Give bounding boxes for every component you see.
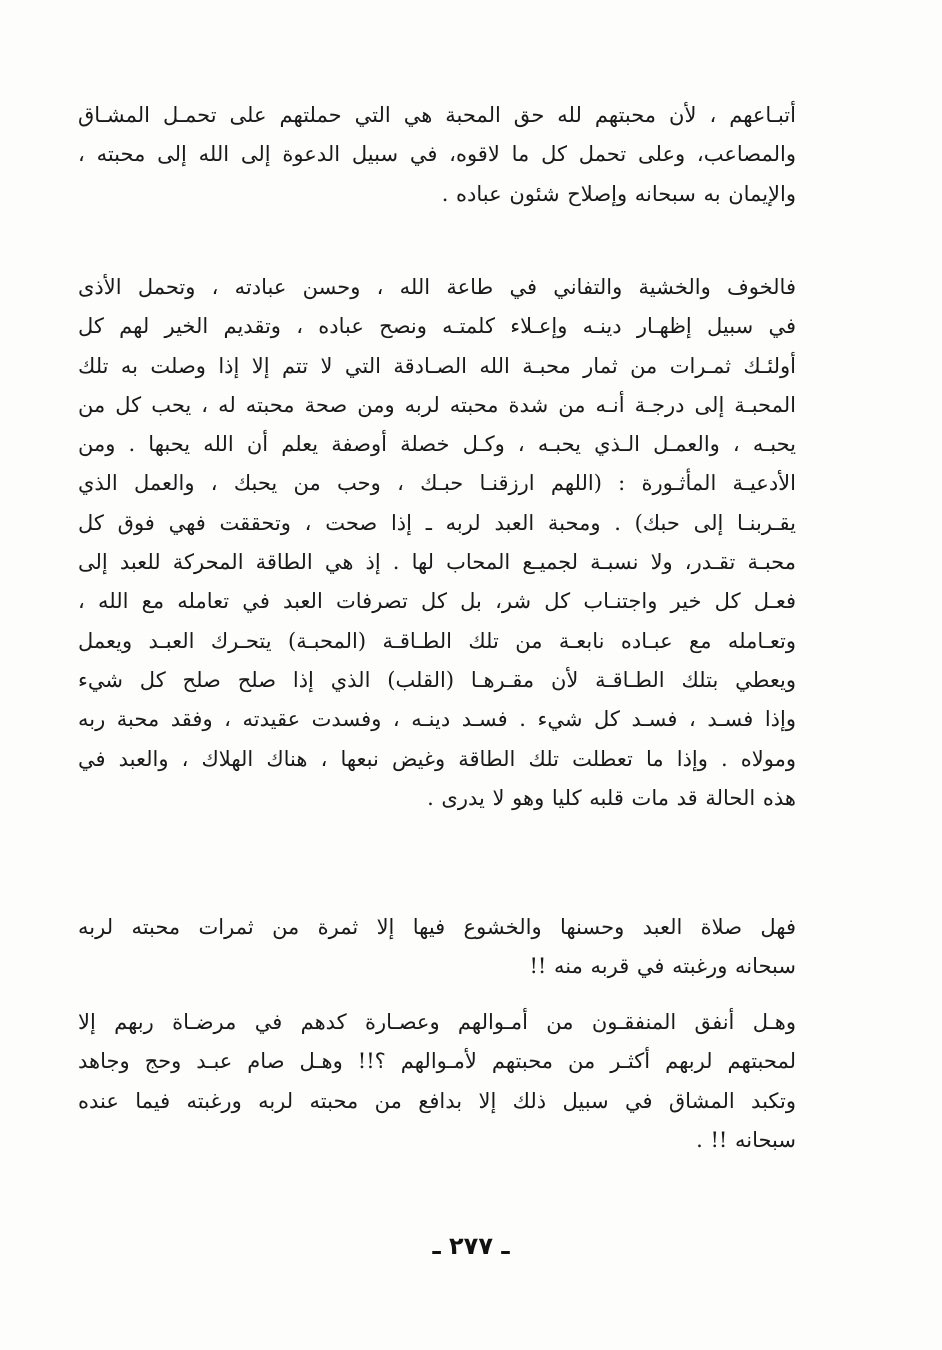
page-number: ـ ٢٧٧ ـ — [432, 1232, 510, 1260]
paragraph-line: وهـل أنفق المنفقـون من أمـوالهم وعصـارة كدهم في مرضـاة ربهم إلا — [78, 1010, 796, 1034]
paragraph-line: والمصاعب، وعلى تحمل كل ما لاقوه، في سبيل الدعوة إلى الله إلى محبته ، — [78, 142, 796, 167]
paragraph-line: يقـربنـا إلى حبك) . ومحبة العبد لربه ـ إذا صحت ، وتحققت فهي فوق كل — [78, 510, 796, 535]
paragraph-line: والإيمان به سبحانه وإصلاح شئون عباده . — [441, 181, 796, 206]
paragraph-line: وإذا فسـد ، فسـد كل شيء . فسـد دينـه ، وفسدت عقيدته ، وفقد محبة ربه — [78, 707, 796, 732]
paragraph-4 — [78, 1003, 796, 1160]
paragraph-1 — [78, 96, 796, 214]
paragraph-line: فالخوف والخشية والتفاني في طاعة الله ، وحسن عبادته ، وتحمل الأذى — [78, 275, 796, 299]
paragraph-line: يحبـه ، والعمـل الـذي يحبـه ، وكـل خصلة أوصفة يعلم أن الله يحبها . ومن — [78, 432, 796, 457]
paragraph-line: سبحانه ورغبته في قربه منه !! — [529, 954, 796, 979]
paragraph-line: وتعـامله مع عبـاده نابعـة من تلك الطـاقـة (المحبـة) يتحـرك العبـد ويعمل — [78, 628, 796, 653]
paragraph-line: الأدعيـة المأثـورة : (اللهم ارزقنـا حبـك ، وحب من يحبك ، والعمل الذي — [78, 471, 796, 496]
paragraph-line: سبحانه !! . — [696, 1127, 796, 1152]
paragraph-line: ومولاه . وإذا ما تعطلت تلك الطاقة وغيض نبعها ، هناك الهلاك ، والعبد في — [78, 746, 796, 771]
paragraph-line: في سبيل إظهـار دينـه وإعـلاء كلمتـه ونصح عباده ، وتقديم الخير لهم كل — [78, 314, 796, 339]
paragraph-line: فعـل كل خير واجتنـاب كل شر، بل كل تصرفات العبد في تعامله مع الله ، — [78, 589, 796, 614]
paragraph-3 — [78, 908, 796, 987]
paragraph-line: أتبـاعهم ، لأن محبتهم لله حق المحبة هي التي حملتهم على تحمـل المشـاق — [78, 103, 796, 127]
paragraph-line: أولئـك ثمـرات من ثمار محبـة الله الصـادقة التي لا تتم إلا إذا وصلت به تلك — [78, 353, 796, 378]
paragraph-line: فهل صلاة العبد وحسنها والخشوع فيها إلا ثمرة من ثمرات محبته لربه — [78, 915, 796, 939]
paragraph-line: لمحبتهم لربهم أكثـر من محبتهم لأمـوالهم ؟!! وهـل صام عبـد وحج وجاهد — [78, 1049, 796, 1074]
paragraph-line: محبـة تقـدر، ولا نسبـة لجميـع المحاب لها . إذ هي الطاقة المحركة للعبد إلى — [78, 550, 796, 575]
paragraph-line: وتكبد المشاق في سبيل ذلك إلا بدافع من محبته لربه ورغبته فيما عنده — [78, 1088, 796, 1113]
paragraph-line: ويعطي بتلك الطـاقـة لأن مقـرهـا (القلب) الذي إذا صلح صلح كل شيء — [78, 667, 796, 692]
paragraph-2 — [78, 268, 796, 818]
paragraph-line: هذه الحالة قد مات قلبه كليا وهو لا يدرى . — [427, 785, 796, 810]
paragraph-line: المحبـة إلى درجـة أنـه من شدة محبته لربه ومن صحة محبته له ، يحب كل من — [78, 392, 796, 417]
